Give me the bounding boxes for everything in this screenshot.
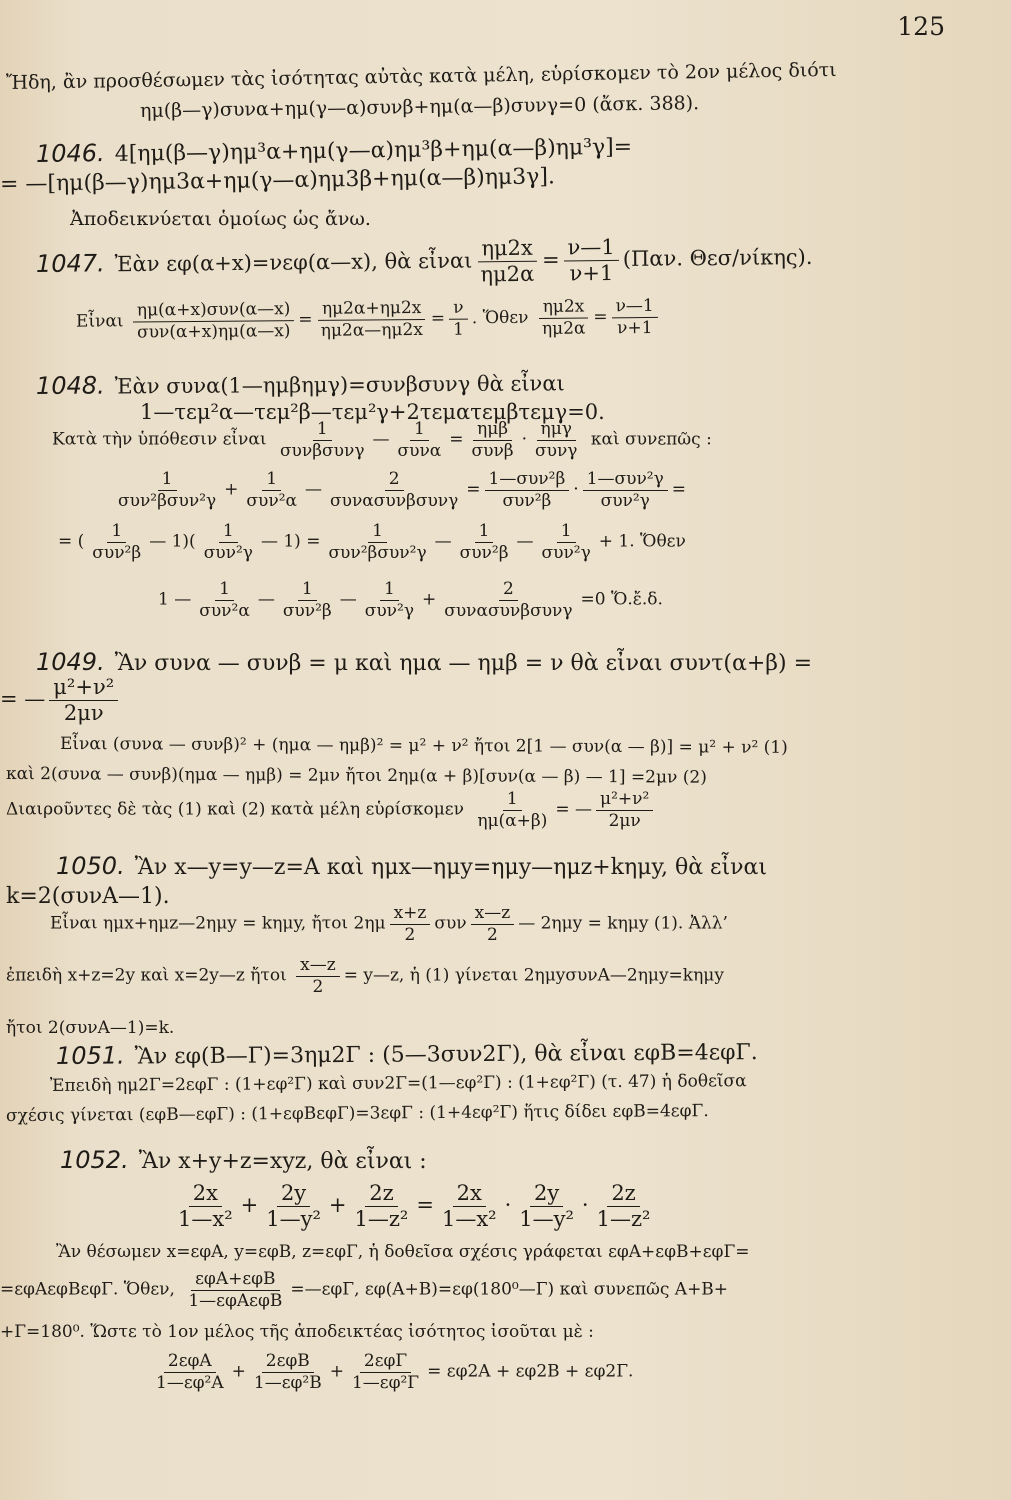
equation-line: 2εφA 1—εφ²A + 2εφB 1—εφ²B + 2εφΓ 1—εφ²Γ = εφ2A + εφ2B + εφ2Γ. — [148, 1352, 1011, 1392]
text-segment: = —[ημ(β—γ)ημ3α+ημ(γ—α)ημ3β+ημ(α—β)ημ3γ]. — [0, 164, 556, 197]
text-segment: = y—z, ἡ (1) γίνεται 2ημyσυνA—2ημy=kημy — [343, 965, 724, 986]
exercise-number: 1051. — [55, 1041, 125, 1070]
text-segment: Ἐὰν εφ(α+x)=νεφ(α—x), θὰ εἶναι — [114, 248, 473, 277]
text-line — [56, 1242, 1011, 1262]
text-segment: k=2(συνA—1). — [6, 884, 170, 909]
denominator: συνασυνβσυνγ — [330, 490, 459, 511]
fraction — [538, 298, 590, 339]
fraction — [114, 470, 220, 510]
denominator: 2μν — [63, 701, 104, 726]
denominator: συν²γ — [203, 542, 253, 563]
fraction — [468, 420, 518, 460]
denominator: 1—y² — [519, 1207, 574, 1232]
numerator: 2x — [453, 1182, 486, 1207]
fraction — [390, 904, 431, 944]
numerator: ν—1 — [563, 236, 618, 262]
fraction — [394, 420, 446, 460]
denominator: συν²α — [246, 490, 297, 511]
numerator: 2εφB — [262, 1352, 314, 1373]
equation-line: 1 — 1 συν²α — 1 συν²β — 1 συν²γ + 2 συνασυνβσυνγ =0 Ὅ.ἔ.δ. — [158, 579, 663, 621]
fraction — [471, 904, 515, 944]
numerator: 1 — [215, 580, 234, 601]
fraction — [200, 522, 257, 562]
text-segment: 4[ημ(β—γ)ημ³α+ημ(γ—α)ημ³β+ημ(α—β)ημ³γ]= — [114, 134, 633, 167]
fraction — [174, 1182, 237, 1231]
denominator: 1—x² — [178, 1207, 233, 1232]
text-segment: — 1)( — [149, 531, 196, 552]
numerator: 2z — [365, 1182, 397, 1207]
equation-line: Εἶναι ημ(α+x)συν(α—x) συν(α+x)ημ(α—x) = $\frac{\eta\mu 2\alpha+\eta\mu 2x}{\eta\mu 2\alpha—\eta\mu 2x}$ = $\frac{\nu}{1}$ . Ὅθεν $\frac{\eta\mu 2x}{\eta\mu 2\alpha}$ = $\frac{\nu—1}{\nu+1}$ — [76, 294, 1011, 343]
denominator: συνα — [397, 440, 442, 461]
text-segment: = ( — [58, 531, 85, 552]
fraction — [440, 580, 576, 620]
denominator: συν²β — [502, 490, 552, 511]
denominator: ν+1 — [617, 317, 653, 338]
text-line — [0, 1322, 1011, 1342]
exercise-1049 — [36, 648, 1011, 676]
numerator: 1 — [380, 580, 399, 601]
text-segment: ημ(β—γ)συνα+ημ(γ—α)συνβ+ημ(α—β)συνγ=0 (ἄσκ. 388). — [139, 92, 700, 122]
denominator: ν+1 — [569, 261, 614, 286]
numerator: ημ2α+ημ2x — [318, 299, 426, 321]
numerator: ημ(α+x)συν(α—x) — [133, 300, 295, 322]
text-segment: (Παν. Θεσ/νίκης). — [622, 244, 813, 271]
numerator: ημ2x — [477, 237, 537, 263]
numerator: 1 — [219, 522, 238, 543]
numerator: 2 — [499, 580, 518, 601]
numerator: 2x — [189, 1182, 222, 1207]
numerator: 1 — [313, 420, 332, 441]
text-segment: Εἶναι — [75, 311, 124, 332]
denominator: ημ2α — [480, 261, 535, 287]
text-segment: Ἂν x—y=y—z=A καὶ ημx—ημy=ημy—ημz+kημy, θὰ εἶναι — [134, 855, 767, 880]
numerator: 2 — [385, 470, 404, 491]
text-segment: Ἂν θέσωμεν x=εφA, y=εφB, z=εφΓ, ἡ δοθεῖσα σχέσις γράφεται εφA+εφB+εφΓ= — [56, 1242, 750, 1262]
denominator: 1—εφAεφB — [188, 1290, 283, 1311]
fraction — [361, 580, 418, 620]
denominator: 2 — [312, 976, 324, 997]
text-segment: Εἶναι ημx+ημz—2ημy = kημy, ἤτοι 2ημ — [50, 913, 386, 934]
exercise-number: 1047. — [35, 249, 105, 279]
fraction — [296, 956, 340, 996]
denominator: συνασυνβσυνγ — [444, 600, 573, 621]
numerator: 1 — [107, 522, 126, 543]
denominator: ημ2α — [541, 318, 586, 339]
numerator: 2εφΓ — [360, 1352, 411, 1373]
equation-line — [6, 790, 1011, 830]
equation-line — [0, 1270, 1011, 1310]
equation-line — [6, 1018, 1011, 1038]
text-segment: καὶ 2(συνα — συνβ)(ημα — ημβ) = 2μν ἤτοι 2ημ(α + β)[συν(α — β) — 1] =2μν (2) — [5, 764, 707, 788]
denominator: 1—εφ²B — [253, 1372, 322, 1393]
fraction — [538, 522, 595, 562]
fraction — [276, 420, 369, 460]
fraction — [485, 470, 570, 510]
denominator: 2 — [404, 924, 416, 945]
denominator: 2 — [487, 924, 498, 945]
fraction — [133, 300, 295, 342]
denominator: 1—x² — [441, 1207, 497, 1232]
equation-line: = ( 1 συν²β — 1)( 1 συν²γ — 1) = 1 συν²βσυν²γ — 1 συν²β — 1 συν²γ + 1. Ὅθεν — [58, 521, 686, 563]
denominator: συν²βσυν²γ — [328, 542, 427, 563]
text-segment: Διαιροῦντες δὲ τὰς (1) καὶ (2) κατὰ μέλη εὑρίσκομεν — [6, 799, 464, 820]
exercise-1048 — [36, 365, 1011, 400]
equation-line — [140, 88, 1011, 122]
text-segment: — 2ημy = kημy (1). Ἀλλ’ — [518, 913, 728, 934]
numerator: 1 — [410, 420, 429, 441]
fraction — [262, 1182, 325, 1231]
denominator: συν²βσυν²γ — [118, 490, 217, 511]
numerator: 2y — [277, 1182, 310, 1207]
text-segment: =0 Ὅ.ἔ.δ. — [580, 589, 663, 610]
text-segment: Ἂν συνα — συνβ = μ καὶ ημα — ημβ = ν θὰ εἶναι συντ(α+β) = — [114, 651, 813, 676]
denominator: 1—εφ²Γ — [351, 1372, 420, 1393]
numerator: ημγ — [537, 420, 576, 441]
text-segment: καὶ συνεπῶς : — [590, 429, 712, 450]
fraction — [152, 1352, 228, 1392]
text-segment: σχέσις γίνεται (εφB—εφΓ) : (1+εφBεφΓ)=3εφΓ : (1+4εφ²Γ) ἥτις δίδει εφB=4εφΓ. — [5, 1101, 709, 1126]
denominator: συν²β — [92, 542, 142, 563]
fraction — [476, 237, 538, 287]
text-segment: ἤτοι 2(συνA—1)=k. — [6, 1018, 175, 1038]
text-segment: 1—τεμ²α—τεμ²β—τεμ²γ+2τεματεμβτεμγ=0. — [140, 400, 605, 424]
fraction — [473, 790, 551, 830]
equation-line: Κατὰ τὴν ὑπόθεσιν εἶναι 1 συνβσυνγ — 1 συνα = ημβ συνβ · ημγ συνγ καὶ συνεπῶς : — [52, 419, 712, 461]
text-segment: Κατὰ τὴν ὑπόθεσιν εἶναι — [52, 429, 267, 450]
numerator: ημβ — [473, 420, 512, 441]
text-line — [70, 208, 1011, 230]
numerator: x—z — [471, 904, 515, 925]
numerator: x—z — [296, 956, 340, 977]
numerator: μ²+ν² — [596, 790, 653, 811]
numerator: 1 — [475, 522, 494, 543]
fraction — [593, 1182, 655, 1231]
numerator: ν — [449, 299, 468, 320]
exercise-number: 1048. — [35, 371, 105, 400]
fraction — [279, 580, 336, 620]
fraction — [611, 297, 658, 338]
denominator: συν²α — [199, 600, 250, 621]
numerator: 1 — [298, 580, 317, 601]
exercise-1050 — [56, 852, 1011, 880]
text-segment: Ἂν εφ(B—Γ)=3ημ2Γ : (5—3συν2Γ), θὰ εἶναι εφB=4εφΓ. — [134, 1040, 758, 1070]
denominator: 1—z² — [354, 1207, 409, 1232]
denominator: 1—εφ²A — [156, 1372, 224, 1393]
text-segment: Ἀποδεικνύεται ὁμοίως ὡς ἄνω. — [70, 208, 371, 230]
text-segment: = — — [0, 687, 46, 712]
fraction — [531, 420, 581, 460]
denominator: 2μν — [608, 810, 641, 831]
fraction — [596, 790, 653, 830]
equation-line: 1 συν²βσυν²γ + 1 συν²α — 2 συνασυνβσυνγ = 1—συν²β συν²β · 1—συν²γ συν²γ = — [110, 470, 1011, 510]
exercise-number: 1050. — [56, 852, 125, 880]
denominator: 1 — [453, 319, 465, 340]
numerator: εφA+εφB — [191, 1270, 279, 1291]
denominator: συν²γ — [600, 490, 650, 511]
denominator: ημ2α—ημ2x — [320, 319, 423, 341]
exercise-1051 — [56, 1035, 1011, 1070]
denominator: 1—y² — [266, 1207, 321, 1232]
numerator: 1 — [368, 522, 387, 543]
numerator: 2εφA — [164, 1352, 216, 1373]
numerator: 1—συν²γ — [583, 470, 668, 491]
numerator: x+z — [390, 904, 431, 925]
fraction — [449, 299, 468, 340]
equation-line: $\frac{2x}{\text{1—x²}}$ + $\frac{2y}{\text{1—y²}}$ + $\frac{2z}{\text{1—z²}}$ = $\frac{2x}{\text{1—x²}}$ · $\frac{2y}{\text{1—y²}}$ · $\frac{2z}{\text{1—z²}}$ — [170, 1182, 1011, 1231]
fraction — [326, 470, 462, 510]
numerator: μ²+ν² — [49, 676, 118, 701]
exercise-1047: 1047. Ἐὰν εφ(α+x)=νεφ(α—x), θὰ εἶναι $\frac{\eta\mu 2x}{\eta\mu 2\alpha}$ = $\frac{\nu—1}{\nu+1}$ (Παν. Θεσ/νίκης). — [35, 234, 813, 287]
text-segment: Ἂν x+y+z=xyz, θὰ εἶναι : — [138, 1149, 427, 1174]
fraction — [351, 1182, 413, 1231]
numerator: 2z — [607, 1182, 639, 1207]
denominator: συνβσυνγ — [279, 440, 365, 461]
fraction — [583, 470, 668, 510]
text-segment: + 1. Ὅθεν — [598, 531, 686, 552]
equation-line — [60, 734, 1011, 759]
fraction — [316, 299, 427, 340]
text-segment: Ἐπειδὴ ημ2Γ=2εφΓ : (1+εφ²Γ) καὶ συν2Γ=(1—εφ²Γ) : (1+εφ²Γ) (τ. 47) ἡ δοθεῖσα — [49, 1071, 747, 1096]
text-segment: . Ὅθεν — [471, 307, 529, 329]
text-segment: =—εφΓ, εφ(A+B)=εφ(180⁰—Γ) καὶ συνεπῶς A+B+ — [290, 1279, 729, 1300]
denominator: συν²β — [459, 542, 509, 563]
numerator: ν—1 — [611, 297, 657, 318]
denominator: συν²γ — [364, 600, 414, 621]
denominator: συν(α+x)ημ(α—x) — [136, 320, 291, 343]
text-segment: = εφ2A + εφ2B + εφ2Γ. — [427, 1361, 634, 1382]
fraction — [242, 470, 301, 510]
denominator: ημ(α+β) — [477, 810, 548, 831]
text-segment: Ἐὰν συνα(1—ημβημγ)=συνβσυνγ θὰ εἶναι — [114, 371, 565, 399]
text-segment: 1 — — [158, 589, 192, 610]
fraction — [195, 580, 254, 620]
text-segment: = — — [555, 799, 593, 820]
numerator: 1 — [503, 790, 522, 811]
numerator: ημ2x — [539, 298, 589, 319]
fraction — [324, 522, 430, 562]
text-line — [6, 1099, 1011, 1126]
text-line — [6, 56, 1011, 94]
text-segment: Εἶναι (συνα — συνβ)² + (ημα — ημβ)² = μ² + ν² ἤτοι 2[1 — συν(α — β)] = μ² + ν² (1) — [59, 734, 788, 758]
numerator: 1 — [158, 470, 177, 491]
numerator: 1—συν²β — [485, 470, 570, 491]
numerator: 1 — [557, 522, 576, 543]
text-line — [50, 1069, 1011, 1096]
fraction — [250, 1352, 326, 1392]
text-segment: συν — [434, 913, 467, 934]
equation-line — [0, 676, 1011, 725]
numerator: 1 — [262, 470, 281, 491]
exercise-1052 — [60, 1146, 1011, 1174]
text-segment: ἐπειδὴ x+z=2y καὶ x=2y—z ἤτοι — [6, 965, 287, 986]
denominator: 1—z² — [596, 1207, 651, 1232]
denominator: συν²β — [282, 600, 332, 621]
denominator: συν²γ — [541, 542, 591, 563]
equation-line — [6, 956, 1011, 996]
page-number: 125 — [897, 12, 945, 41]
exercise-number: 1049. — [36, 648, 105, 676]
fraction — [88, 522, 145, 562]
text-segment: Ἤδη, ἂν προσθέσωμεν τὰς ἰσότητας αὐτὰς κατὰ μέλη, εὑρίσκομεν τὸ 2ον μέλος διότι — [5, 58, 837, 94]
numerator: 2y — [530, 1182, 563, 1207]
fraction — [184, 1270, 286, 1310]
equation-line — [50, 904, 1011, 944]
exercise-number: 1052. — [60, 1146, 129, 1174]
fraction — [49, 676, 118, 725]
text-segment: — 1) = — [260, 531, 321, 552]
equation-line — [6, 764, 1011, 789]
fraction — [515, 1182, 578, 1231]
text-segment: =εφAεφBεφΓ. Ὅθεν, — [0, 1279, 175, 1300]
fraction — [348, 1352, 423, 1392]
denominator: συνγ — [535, 440, 578, 461]
denominator: συνβ — [471, 440, 514, 461]
fraction — [563, 236, 619, 286]
fraction — [456, 522, 513, 562]
fraction — [438, 1182, 501, 1231]
text-segment: +Γ=180⁰. Ὥστε τὸ 1ον μέλος τῆς ἀποδεικτέας ἰσότητος ἰσοῦται μὲ : — [0, 1322, 594, 1342]
exercise-number: 1046. — [35, 139, 105, 168]
